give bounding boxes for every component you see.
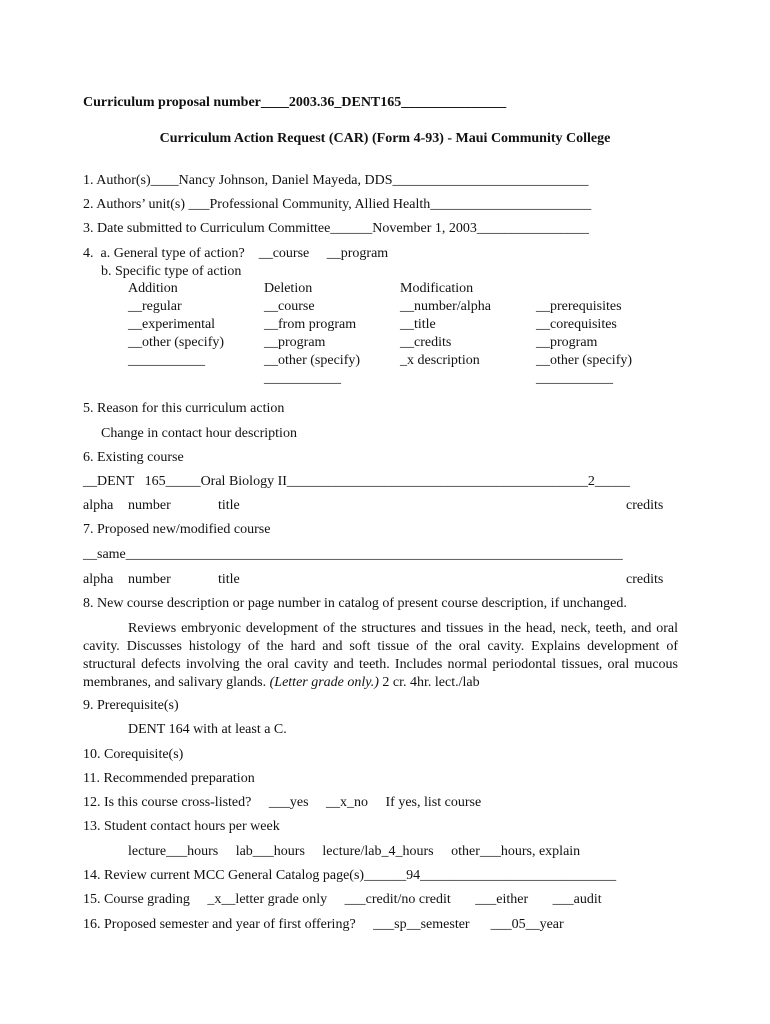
item-catalog-pages: 14. Review current MCC General Catalog page(s)______94____________________________ <box>83 868 617 883</box>
deletion-blank: ___________ <box>264 371 341 386</box>
modification-number-alpha: __number/alpha <box>400 299 491 314</box>
existing-course-line: __DENT 165_____Oral Biology II___________________________________________2_____ <box>83 474 630 489</box>
item-corequisites: 10. Corequisite(s) <box>83 747 184 762</box>
item-contact-hours: 13. Student contact hours per week <box>83 819 280 834</box>
deletion-program: __program <box>264 335 326 350</box>
deletion-other: __other (specify) <box>264 353 361 368</box>
item-reason: 5. Reason for this curriculum action <box>83 401 285 416</box>
addition-experimental: __experimental <box>128 317 216 332</box>
addition-regular: __regular <box>128 299 182 314</box>
modification-blank: ___________ <box>536 371 613 386</box>
item-recommended-preparation: 11. Recommended preparation <box>83 771 255 786</box>
item-existing-course: 6. Existing course <box>83 450 184 465</box>
item-general-type: 4. a. General type of action? __course __program <box>83 246 389 261</box>
addition-blank: ___________ <box>128 353 205 368</box>
item-cross-listed: 12. Is this course cross-listed? ___yes __x_no If yes, list course <box>83 795 482 810</box>
item-specific-type: b. Specific type of action <box>101 264 242 279</box>
modification-title: __title <box>400 317 436 332</box>
proposed-title-label: title <box>218 572 240 587</box>
modification-credits: __credits <box>400 335 452 350</box>
item-course-grading: 15. Course grading _x__letter grade only ___credit/no credit ___either ___audit <box>83 892 602 907</box>
item-authors-unit: 2. Authors’ unit(s) ___Professional Community, Allied Health_______________________ <box>83 197 592 212</box>
existing-title-label: title <box>218 498 240 513</box>
addition-other: __other (specify) <box>128 335 225 350</box>
deletion-from-program: __from program <box>264 317 357 332</box>
existing-credits-label: credits <box>626 498 664 513</box>
modification-header: Modification <box>400 281 474 296</box>
item-reason-answer: Change in contact hour description <box>101 426 297 441</box>
existing-number-label: number <box>128 498 171 513</box>
prerequisite-answer: DENT 164 with at least a C. <box>128 722 287 737</box>
item-proposed-course: 7. Proposed new/modified course <box>83 522 271 537</box>
proposed-course-line: __same_______________________________________________________________________ <box>83 547 623 562</box>
credits-note: 2 cr. 4hr. lect./lab <box>378 675 480 690</box>
proposed-alpha-label: alpha <box>83 572 114 587</box>
modification-prerequisites: __prerequisites <box>536 299 622 314</box>
item-authors: 1. Author(s)____Nancy Johnson, Daniel Mayeda, DDS____________________________ <box>83 173 589 188</box>
contact-hours-answer: lecture___hours lab___hours lecture/lab_4_hours other___hours, explain <box>128 844 581 859</box>
form-title: Curriculum Action Request (CAR) (Form 4-93) - Maui Community College <box>159 131 611 146</box>
item-course-description: 8. New course description or page number in catalog of present course description, if unchanged. <box>83 596 627 611</box>
course-description-paragraph <box>83 620 678 692</box>
existing-alpha-label: alpha <box>83 498 114 513</box>
modification-program: __program <box>536 335 598 350</box>
item-prerequisites: 9. Prerequisite(s) <box>83 698 179 713</box>
modification-description: _x description <box>400 353 480 368</box>
proposal-number: Curriculum proposal number____2003.36_DENT165_______________ <box>83 95 507 110</box>
modification-corequisites: __corequisites <box>536 317 617 332</box>
item-date-submitted: 3. Date submitted to Curriculum Committee______November 1, 2003________________ <box>83 221 589 236</box>
letter-grade-note: (Letter grade only.) <box>269 675 379 690</box>
deletion-course: __course <box>264 299 315 314</box>
deletion-header: Deletion <box>264 281 313 296</box>
modification-other: __other (specify) <box>536 353 633 368</box>
proposed-credits-label: credits <box>626 572 664 587</box>
proposed-number-label: number <box>128 572 171 587</box>
course-description-text: Reviews embryonic development of the structures and tissues in the head, neck, teeth, and oral cavity. Discusses histology of the hard and soft tissue of the oral cavity. Explains development of structural defects involving the oral cavity and teeth. Includes normal periodontal tissues, oral mucous membranes, and salivary glands. <box>83 621 678 690</box>
addition-header: Addition <box>128 281 178 296</box>
item-first-offering: 16. Proposed semester and year of first offering? ___sp__semester ___05__year <box>83 917 564 932</box>
